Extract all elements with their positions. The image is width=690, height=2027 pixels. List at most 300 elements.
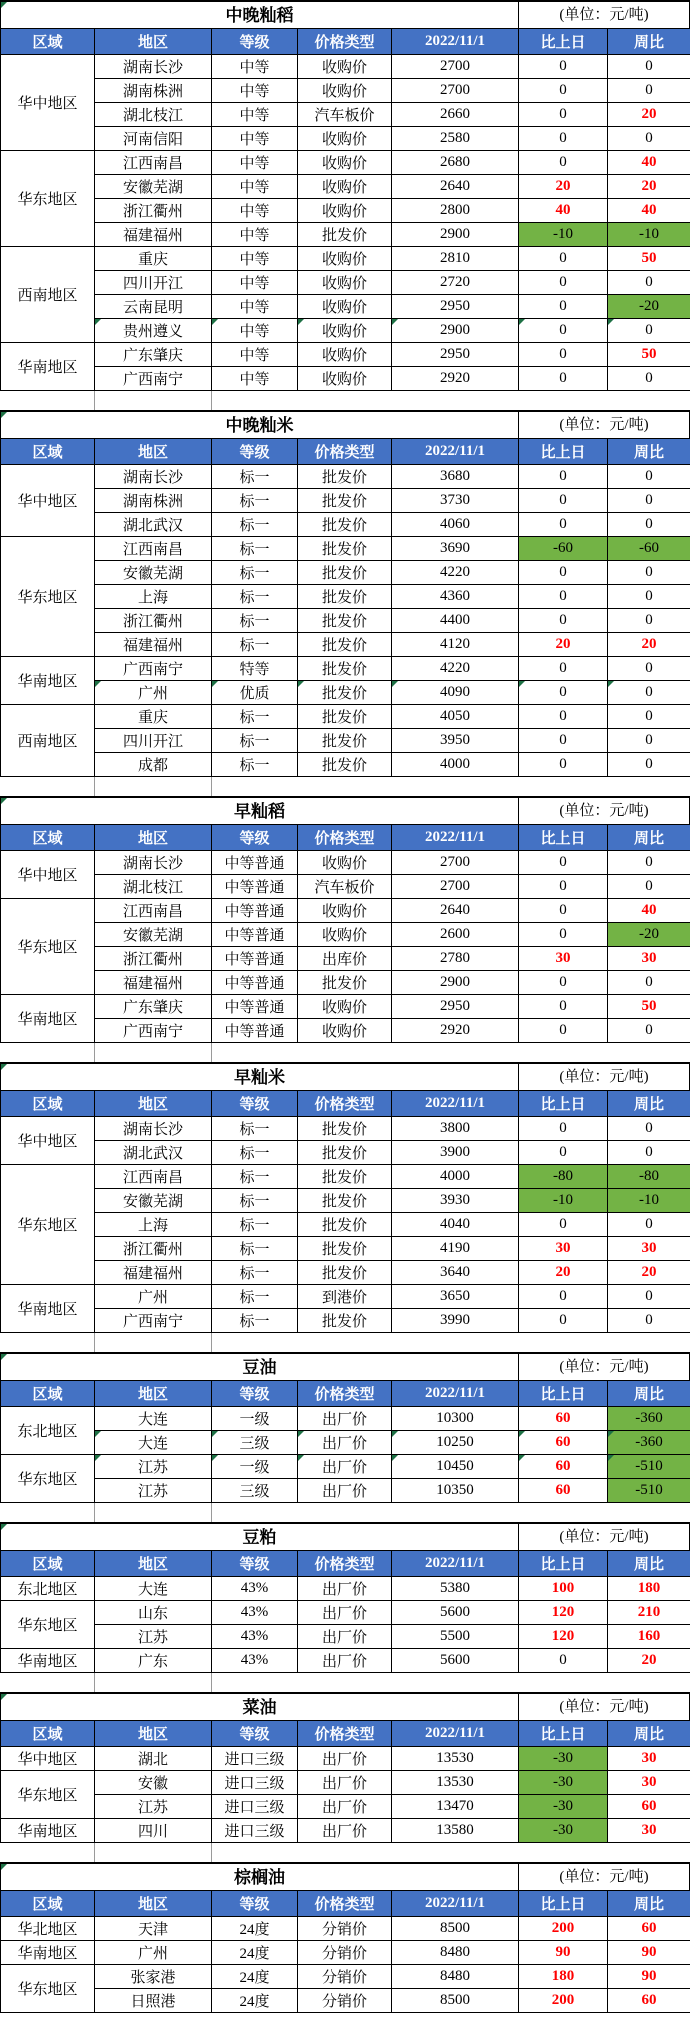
price-type-cell[interactable]: 分销价	[298, 1965, 392, 1989]
grade-cell[interactable]: 标一	[212, 1261, 298, 1285]
grade-cell[interactable]: 进口三级	[212, 1771, 298, 1795]
price-type-cell[interactable]: 批发价	[298, 513, 392, 537]
price-cell[interactable]: 3930	[392, 1189, 519, 1213]
column-header[interactable]: 等级	[212, 1551, 298, 1577]
week-change-cell[interactable]: 0	[608, 513, 690, 537]
area-cell[interactable]: 广东肇庆	[95, 995, 212, 1019]
column-header[interactable]: 价格类型	[298, 29, 392, 55]
column-header[interactable]: 比上日	[519, 1721, 608, 1747]
week-change-cell[interactable]: 20	[608, 103, 690, 127]
day-change-cell[interactable]: 0	[519, 1213, 608, 1237]
price-type-cell[interactable]: 批发价	[298, 971, 392, 995]
grade-cell[interactable]: 中等普通	[212, 923, 298, 947]
day-change-cell[interactable]: 0	[519, 609, 608, 633]
day-change-cell[interactable]: 180	[519, 1965, 608, 1989]
area-cell[interactable]: 广西南宁	[95, 1309, 212, 1333]
area-cell[interactable]: 重庆	[95, 705, 212, 729]
day-change-cell[interactable]: 0	[519, 1019, 608, 1043]
week-change-cell[interactable]: -510	[608, 1479, 690, 1503]
price-type-cell[interactable]: 出厂价	[298, 1431, 392, 1455]
area-cell[interactable]: 湖北	[95, 1747, 212, 1771]
week-change-cell[interactable]: 0	[608, 609, 690, 633]
price-type-cell[interactable]: 批发价	[298, 1309, 392, 1333]
day-change-cell[interactable]: 0	[519, 657, 608, 681]
day-change-cell[interactable]: -80	[519, 1165, 608, 1189]
day-change-cell[interactable]: 0	[519, 489, 608, 513]
area-cell[interactable]: 广西南宁	[95, 657, 212, 681]
price-cell[interactable]: 5600	[392, 1601, 519, 1625]
day-change-cell[interactable]: 0	[519, 923, 608, 947]
area-cell[interactable]: 成都	[95, 753, 212, 777]
column-header[interactable]: 2022/11/1	[392, 1091, 519, 1117]
price-type-cell[interactable]: 批发价	[298, 1237, 392, 1261]
region-cell[interactable]: 华东地区	[1, 899, 95, 995]
grade-cell[interactable]: 中等	[212, 55, 298, 79]
day-change-cell[interactable]: 0	[519, 513, 608, 537]
day-change-cell[interactable]: -30	[519, 1747, 608, 1771]
price-type-cell[interactable]: 分销价	[298, 1917, 392, 1941]
region-cell[interactable]: 东北地区	[1, 1407, 95, 1455]
week-change-cell[interactable]: 0	[608, 465, 690, 489]
price-cell[interactable]: 5600	[392, 1649, 519, 1673]
grade-cell[interactable]: 43%	[212, 1649, 298, 1673]
price-type-cell[interactable]: 分销价	[298, 1941, 392, 1965]
area-cell[interactable]: 湖南长沙	[95, 55, 212, 79]
week-change-cell[interactable]: 0	[608, 1285, 690, 1309]
week-change-cell[interactable]: 30	[608, 1771, 690, 1795]
price-cell[interactable]: 4040	[392, 1213, 519, 1237]
day-change-cell[interactable]: -30	[519, 1795, 608, 1819]
area-cell[interactable]: 广东	[95, 1649, 212, 1673]
price-cell[interactable]: 5500	[392, 1625, 519, 1649]
price-cell[interactable]: 3640	[392, 1261, 519, 1285]
column-header[interactable]: 比上日	[519, 29, 608, 55]
price-cell[interactable]: 2640	[392, 175, 519, 199]
week-change-cell[interactable]: 40	[608, 199, 690, 223]
price-cell[interactable]: 3650	[392, 1285, 519, 1309]
area-cell[interactable]: 贵州遵义	[95, 319, 212, 343]
price-type-cell[interactable]: 批发价	[298, 657, 392, 681]
grade-cell[interactable]: 中等	[212, 367, 298, 391]
week-change-cell[interactable]: 160	[608, 1625, 690, 1649]
week-change-cell[interactable]: 30	[608, 1747, 690, 1771]
region-cell[interactable]: 华东地区	[1, 1455, 95, 1503]
price-type-cell[interactable]: 出厂价	[298, 1625, 392, 1649]
day-change-cell[interactable]: 0	[519, 1141, 608, 1165]
grade-cell[interactable]: 24度	[212, 1965, 298, 1989]
day-change-cell[interactable]: 120	[519, 1625, 608, 1649]
grade-cell[interactable]: 进口三级	[212, 1819, 298, 1843]
price-type-cell[interactable]: 批发价	[298, 1117, 392, 1141]
price-cell[interactable]: 10300	[392, 1407, 519, 1431]
price-cell[interactable]: 8500	[392, 1917, 519, 1941]
price-cell[interactable]: 2700	[392, 79, 519, 103]
price-cell[interactable]: 4220	[392, 561, 519, 585]
price-cell[interactable]: 13530	[392, 1771, 519, 1795]
column-header[interactable]: 2022/11/1	[392, 29, 519, 55]
day-change-cell[interactable]: 0	[519, 995, 608, 1019]
region-cell[interactable]: 华中地区	[1, 851, 95, 899]
week-change-cell[interactable]: 20	[608, 175, 690, 199]
price-cell[interactable]: 8480	[392, 1965, 519, 1989]
column-header[interactable]: 等级	[212, 825, 298, 851]
price-cell[interactable]: 2700	[392, 55, 519, 79]
column-header[interactable]: 等级	[212, 1091, 298, 1117]
column-header[interactable]: 区域	[1, 1091, 95, 1117]
price-cell[interactable]: 8500	[392, 1989, 519, 2013]
price-cell[interactable]: 3990	[392, 1309, 519, 1333]
area-cell[interactable]: 湖南株洲	[95, 489, 212, 513]
price-cell[interactable]: 4400	[392, 609, 519, 633]
week-change-cell[interactable]: 0	[608, 681, 690, 705]
column-header[interactable]: 比上日	[519, 1381, 608, 1407]
day-change-cell[interactable]: -30	[519, 1819, 608, 1843]
grade-cell[interactable]: 进口三级	[212, 1747, 298, 1771]
week-change-cell[interactable]: 20	[608, 633, 690, 657]
day-change-cell[interactable]: 40	[519, 199, 608, 223]
column-header[interactable]: 地区	[95, 29, 212, 55]
column-header[interactable]: 地区	[95, 1721, 212, 1747]
day-change-cell[interactable]: 0	[519, 79, 608, 103]
column-header[interactable]: 2022/11/1	[392, 1381, 519, 1407]
price-cell[interactable]: 10250	[392, 1431, 519, 1455]
week-change-cell[interactable]: 30	[608, 947, 690, 971]
price-cell[interactable]: 4060	[392, 513, 519, 537]
area-cell[interactable]: 广东肇庆	[95, 343, 212, 367]
area-cell[interactable]: 福建福州	[95, 1261, 212, 1285]
area-cell[interactable]: 安徽芜湖	[95, 561, 212, 585]
region-cell[interactable]: 华南地区	[1, 343, 95, 391]
grade-cell[interactable]: 标一	[212, 1213, 298, 1237]
area-cell[interactable]: 江苏	[95, 1625, 212, 1649]
area-cell[interactable]: 江苏	[95, 1455, 212, 1479]
day-change-cell[interactable]: 20	[519, 175, 608, 199]
day-change-cell[interactable]: 60	[519, 1431, 608, 1455]
area-cell[interactable]: 浙江衢州	[95, 609, 212, 633]
grade-cell[interactable]: 24度	[212, 1917, 298, 1941]
week-change-cell[interactable]: 30	[608, 1819, 690, 1843]
area-cell[interactable]: 湖北武汉	[95, 1141, 212, 1165]
week-change-cell[interactable]: 50	[608, 343, 690, 367]
grade-cell[interactable]: 标一	[212, 633, 298, 657]
price-type-cell[interactable]: 批发价	[298, 1261, 392, 1285]
price-cell[interactable]: 4090	[392, 681, 519, 705]
day-change-cell[interactable]: 200	[519, 1989, 608, 2013]
week-change-cell[interactable]: -20	[608, 295, 690, 319]
price-type-cell[interactable]: 批发价	[298, 729, 392, 753]
grade-cell[interactable]: 中等	[212, 271, 298, 295]
price-type-cell[interactable]: 收购价	[298, 127, 392, 151]
day-change-cell[interactable]: 0	[519, 343, 608, 367]
grade-cell[interactable]: 标一	[212, 1237, 298, 1261]
week-change-cell[interactable]: 20	[608, 1649, 690, 1673]
price-type-cell[interactable]: 出厂价	[298, 1577, 392, 1601]
price-type-cell[interactable]: 批发价	[298, 1165, 392, 1189]
price-type-cell[interactable]: 批发价	[298, 465, 392, 489]
column-header[interactable]: 地区	[95, 439, 212, 465]
grade-cell[interactable]: 中等	[212, 103, 298, 127]
price-type-cell[interactable]: 收购价	[298, 995, 392, 1019]
grade-cell[interactable]: 中等	[212, 175, 298, 199]
price-type-cell[interactable]: 收购价	[298, 271, 392, 295]
week-change-cell[interactable]: 0	[608, 851, 690, 875]
column-header[interactable]: 周比	[608, 29, 690, 55]
column-header[interactable]: 价格类型	[298, 439, 392, 465]
column-header[interactable]: 2022/11/1	[392, 439, 519, 465]
area-cell[interactable]: 江西南昌	[95, 899, 212, 923]
week-change-cell[interactable]: 0	[608, 319, 690, 343]
day-change-cell[interactable]: 0	[519, 753, 608, 777]
day-change-cell[interactable]: 0	[519, 271, 608, 295]
price-type-cell[interactable]: 出厂价	[298, 1455, 392, 1479]
region-cell[interactable]: 华东地区	[1, 1601, 95, 1649]
price-cell[interactable]: 2780	[392, 947, 519, 971]
week-change-cell[interactable]: 0	[608, 729, 690, 753]
week-change-cell[interactable]: 40	[608, 899, 690, 923]
week-change-cell[interactable]: -360	[608, 1407, 690, 1431]
area-cell[interactable]: 山东	[95, 1601, 212, 1625]
week-change-cell[interactable]: 0	[608, 971, 690, 995]
column-header[interactable]: 周比	[608, 1721, 690, 1747]
grade-cell[interactable]: 43%	[212, 1625, 298, 1649]
day-change-cell[interactable]: 0	[519, 851, 608, 875]
week-change-cell[interactable]: 0	[608, 79, 690, 103]
day-change-cell[interactable]: 30	[519, 947, 608, 971]
price-cell[interactable]: 3730	[392, 489, 519, 513]
grade-cell[interactable]: 进口三级	[212, 1795, 298, 1819]
day-change-cell[interactable]: 60	[519, 1407, 608, 1431]
grade-cell[interactable]: 中等普通	[212, 995, 298, 1019]
column-header[interactable]: 等级	[212, 439, 298, 465]
grade-cell[interactable]: 中等普通	[212, 1019, 298, 1043]
price-type-cell[interactable]: 收购价	[298, 55, 392, 79]
area-cell[interactable]: 湖南长沙	[95, 1117, 212, 1141]
grade-cell[interactable]: 一级	[212, 1455, 298, 1479]
week-change-cell[interactable]: -60	[608, 537, 690, 561]
price-cell[interactable]: 4190	[392, 1237, 519, 1261]
price-type-cell[interactable]: 收购价	[298, 367, 392, 391]
week-change-cell[interactable]: 0	[608, 1019, 690, 1043]
column-header[interactable]: 区域	[1, 29, 95, 55]
week-change-cell[interactable]: 210	[608, 1601, 690, 1625]
week-change-cell[interactable]: 50	[608, 995, 690, 1019]
day-change-cell[interactable]: 60	[519, 1479, 608, 1503]
price-type-cell[interactable]: 批发价	[298, 1141, 392, 1165]
week-change-cell[interactable]: 0	[608, 875, 690, 899]
grade-cell[interactable]: 标一	[212, 1189, 298, 1213]
region-cell[interactable]: 华东地区	[1, 1165, 95, 1285]
price-cell[interactable]: 2920	[392, 1019, 519, 1043]
price-cell[interactable]: 2950	[392, 295, 519, 319]
area-cell[interactable]: 重庆	[95, 247, 212, 271]
day-change-cell[interactable]: 0	[519, 1649, 608, 1673]
region-cell[interactable]: 华中地区	[1, 55, 95, 151]
price-cell[interactable]: 4120	[392, 633, 519, 657]
day-change-cell[interactable]: 0	[519, 295, 608, 319]
week-change-cell[interactable]: 0	[608, 1213, 690, 1237]
price-type-cell[interactable]: 分销价	[298, 1989, 392, 2013]
column-header[interactable]: 等级	[212, 1891, 298, 1917]
price-cell[interactable]: 5380	[392, 1577, 519, 1601]
price-cell[interactable]: 2680	[392, 151, 519, 175]
area-cell[interactable]: 安徽	[95, 1771, 212, 1795]
column-header[interactable]: 比上日	[519, 1091, 608, 1117]
week-change-cell[interactable]: 0	[608, 1309, 690, 1333]
area-cell[interactable]: 江苏	[95, 1795, 212, 1819]
area-cell[interactable]: 河南信阳	[95, 127, 212, 151]
price-cell[interactable]: 3800	[392, 1117, 519, 1141]
region-cell[interactable]: 华北地区	[1, 1917, 95, 1941]
week-change-cell[interactable]: 0	[608, 271, 690, 295]
column-header[interactable]: 2022/11/1	[392, 1551, 519, 1577]
grade-cell[interactable]: 标一	[212, 1165, 298, 1189]
week-change-cell[interactable]: 30	[608, 1237, 690, 1261]
price-type-cell[interactable]: 出厂价	[298, 1771, 392, 1795]
price-type-cell[interactable]: 出厂价	[298, 1795, 392, 1819]
grade-cell[interactable]: 24度	[212, 1989, 298, 2013]
area-cell[interactable]: 江苏	[95, 1479, 212, 1503]
grade-cell[interactable]: 标一	[212, 609, 298, 633]
area-cell[interactable]: 大连	[95, 1577, 212, 1601]
day-change-cell[interactable]: 120	[519, 1601, 608, 1625]
week-change-cell[interactable]: 50	[608, 247, 690, 271]
price-cell[interactable]: 2580	[392, 127, 519, 151]
column-header[interactable]: 区域	[1, 825, 95, 851]
day-change-cell[interactable]: 0	[519, 127, 608, 151]
grade-cell[interactable]: 标一	[212, 537, 298, 561]
area-cell[interactable]: 四川	[95, 1819, 212, 1843]
area-cell[interactable]: 浙江衢州	[95, 1237, 212, 1261]
column-header[interactable]: 区域	[1, 439, 95, 465]
column-header[interactable]: 价格类型	[298, 825, 392, 851]
price-type-cell[interactable]: 收购价	[298, 247, 392, 271]
week-change-cell[interactable]: 180	[608, 1577, 690, 1601]
area-cell[interactable]: 江西南昌	[95, 1165, 212, 1189]
price-type-cell[interactable]: 批发价	[298, 681, 392, 705]
price-cell[interactable]: 2600	[392, 923, 519, 947]
region-cell[interactable]: 华南地区	[1, 1819, 95, 1843]
day-change-cell[interactable]: 0	[519, 1309, 608, 1333]
week-change-cell[interactable]: 0	[608, 1117, 690, 1141]
day-change-cell[interactable]: 20	[519, 1261, 608, 1285]
week-change-cell[interactable]: 0	[608, 489, 690, 513]
price-type-cell[interactable]: 收购价	[298, 295, 392, 319]
day-change-cell[interactable]: 0	[519, 705, 608, 729]
price-type-cell[interactable]: 批发价	[298, 609, 392, 633]
grade-cell[interactable]: 标一	[212, 489, 298, 513]
column-header[interactable]: 价格类型	[298, 1721, 392, 1747]
area-cell[interactable]: 浙江衢州	[95, 947, 212, 971]
area-cell[interactable]: 湖北枝江	[95, 103, 212, 127]
area-cell[interactable]: 安徽芜湖	[95, 923, 212, 947]
region-cell[interactable]: 华南地区	[1, 1285, 95, 1333]
week-change-cell[interactable]: -510	[608, 1455, 690, 1479]
day-change-cell[interactable]: 0	[519, 899, 608, 923]
price-cell[interactable]: 13580	[392, 1819, 519, 1843]
day-change-cell[interactable]: 0	[519, 319, 608, 343]
week-change-cell[interactable]: 0	[608, 753, 690, 777]
week-change-cell[interactable]: 90	[608, 1941, 690, 1965]
price-cell[interactable]: 2900	[392, 971, 519, 995]
price-cell[interactable]: 3690	[392, 537, 519, 561]
price-cell[interactable]: 2950	[392, 995, 519, 1019]
column-header[interactable]: 2022/11/1	[392, 1891, 519, 1917]
grade-cell[interactable]: 标一	[212, 1117, 298, 1141]
grade-cell[interactable]: 43%	[212, 1601, 298, 1625]
grade-cell[interactable]: 标一	[212, 1141, 298, 1165]
week-change-cell[interactable]: -10	[608, 1189, 690, 1213]
price-type-cell[interactable]: 汽车板价	[298, 875, 392, 899]
area-cell[interactable]: 浙江衢州	[95, 199, 212, 223]
column-header[interactable]: 2022/11/1	[392, 825, 519, 851]
grade-cell[interactable]: 中等普通	[212, 851, 298, 875]
area-cell[interactable]: 湖南长沙	[95, 465, 212, 489]
area-cell[interactable]: 福建福州	[95, 971, 212, 995]
grade-cell[interactable]: 标一	[212, 585, 298, 609]
grade-cell[interactable]: 43%	[212, 1577, 298, 1601]
day-change-cell[interactable]: 0	[519, 247, 608, 271]
price-cell[interactable]: 3950	[392, 729, 519, 753]
region-cell[interactable]: 西南地区	[1, 247, 95, 343]
region-cell[interactable]: 华中地区	[1, 1747, 95, 1771]
price-cell[interactable]: 2810	[392, 247, 519, 271]
grade-cell[interactable]: 24度	[212, 1941, 298, 1965]
grade-cell[interactable]: 中等	[212, 127, 298, 151]
price-cell[interactable]: 4000	[392, 753, 519, 777]
price-cell[interactable]: 10450	[392, 1455, 519, 1479]
week-change-cell[interactable]: 0	[608, 561, 690, 585]
price-type-cell[interactable]: 收购价	[298, 319, 392, 343]
price-type-cell[interactable]: 收购价	[298, 1019, 392, 1043]
day-change-cell[interactable]: 30	[519, 1237, 608, 1261]
area-cell[interactable]: 大连	[95, 1431, 212, 1455]
column-header[interactable]: 周比	[608, 1551, 690, 1577]
grade-cell[interactable]: 中等	[212, 247, 298, 271]
area-cell[interactable]: 湖南长沙	[95, 851, 212, 875]
grade-cell[interactable]: 三级	[212, 1431, 298, 1455]
price-type-cell[interactable]: 批发价	[298, 633, 392, 657]
price-cell[interactable]: 2700	[392, 851, 519, 875]
area-cell[interactable]: 大连	[95, 1407, 212, 1431]
column-header[interactable]: 比上日	[519, 825, 608, 851]
area-cell[interactable]: 云南昆明	[95, 295, 212, 319]
price-type-cell[interactable]: 批发价	[298, 489, 392, 513]
grade-cell[interactable]: 中等普通	[212, 947, 298, 971]
grade-cell[interactable]: 标一	[212, 1309, 298, 1333]
day-change-cell[interactable]: 0	[519, 367, 608, 391]
column-header[interactable]: 区域	[1, 1381, 95, 1407]
column-header[interactable]: 周比	[608, 1381, 690, 1407]
day-change-cell[interactable]: 0	[519, 875, 608, 899]
area-cell[interactable]: 湖北武汉	[95, 513, 212, 537]
grade-cell[interactable]: 标一	[212, 729, 298, 753]
day-change-cell[interactable]: 100	[519, 1577, 608, 1601]
week-change-cell[interactable]: 0	[608, 1141, 690, 1165]
price-type-cell[interactable]: 出厂价	[298, 1407, 392, 1431]
column-header[interactable]: 2022/11/1	[392, 1721, 519, 1747]
column-header[interactable]: 价格类型	[298, 1381, 392, 1407]
column-header[interactable]: 周比	[608, 439, 690, 465]
grade-cell[interactable]: 优质	[212, 681, 298, 705]
region-cell[interactable]: 华东地区	[1, 1771, 95, 1819]
day-change-cell[interactable]: 0	[519, 1285, 608, 1309]
price-type-cell[interactable]: 出库价	[298, 947, 392, 971]
column-header[interactable]: 地区	[95, 1551, 212, 1577]
area-cell[interactable]: 江西南昌	[95, 537, 212, 561]
column-header[interactable]: 比上日	[519, 1551, 608, 1577]
column-header[interactable]: 价格类型	[298, 1091, 392, 1117]
column-header[interactable]: 等级	[212, 1381, 298, 1407]
